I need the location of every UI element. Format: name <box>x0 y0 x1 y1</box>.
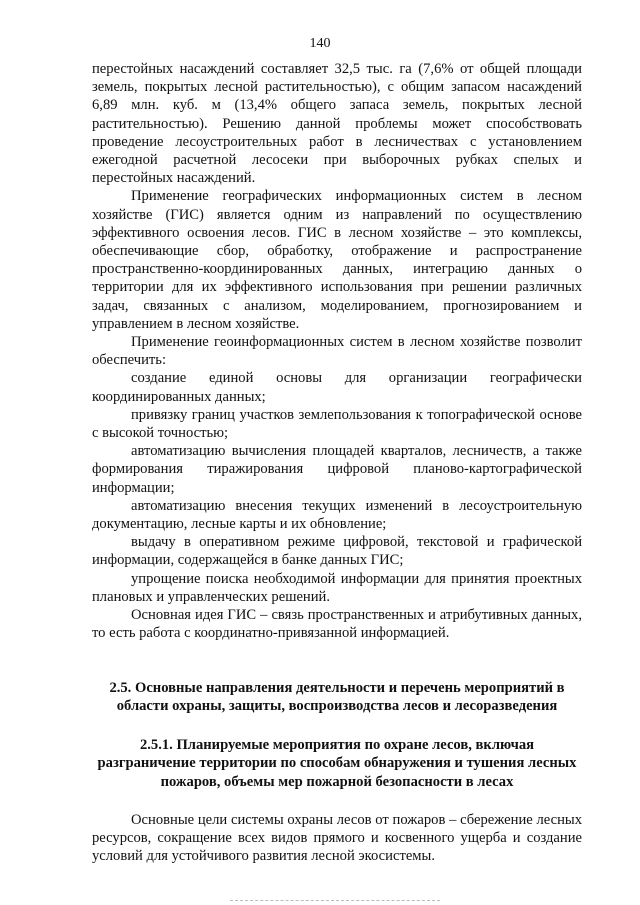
list-item: автоматизацию внесения текущих изменений в лесоустроительную документацию, лесные карты и их обновление; <box>92 497 582 533</box>
page-number: 140 <box>309 36 331 51</box>
paragraph-fire-protection-goals: Основные цели системы охраны лесов от пожаров – сбережение лесных ресурсов, сокращение всех видов прямого и косвенного ущерба и создание условий для устойчивого развития лесной экосистемы. <box>92 812 582 865</box>
list-item: привязку границ участков землепользования к топографической основе с высокой точностью; <box>92 406 582 442</box>
paragraph-gis-main-idea: Основная идея ГИС – связь пространственных и атрибутивных данных, то есть работа с координатно-привязанной информацией. <box>92 607 582 642</box>
paragraph-gis-benefits: Применение геоинформационных систем в лесном хозяйстве позволит обеспечить: <box>92 334 582 369</box>
list-item: создание единой основы для организации географически координированных данных; <box>92 370 582 405</box>
list-item: выдачу в оперативном режиме цифровой, текстовой и графической информации, содержащейся в банке данных ГИС; <box>92 534 582 569</box>
scan-artifact <box>230 900 440 903</box>
list-item: автоматизацию вычисления площадей кварталов, лесничеств, а также формирования тиражирования цифровой планово-картографической информации; <box>92 443 582 496</box>
section-heading-2-5-1: 2.5.1. Планируемые мероприятия по охране лесов, включая разграничение территории по способам обнаружения и тушения лесных пожаров, объемы мер пожарной безопасности в лесах <box>97 736 577 790</box>
paragraph-perestoinye: перестойных насаждений составляет 32,5 тыс. га (7,6% от общей площади земель, покрытых лесной растительностью), с общим запасом насаждений 6,89 млн. куб. м (13,4% общего запаса земель, покрытых лесной растительностью). Решению данной проблемы может способствовать проведение лесоустроительных работ в лесничествах с установлением ежегодной расчетной лесосеки при выборочных рубках спелых и перестойных насаждений. <box>92 61 582 187</box>
section-heading-2-5: 2.5. Основные направления деятельности и перечень мероприятий в области охраны, защиты, воспроизводства лесов и лесоразведения <box>109 679 565 714</box>
paragraph-gis-intro: Применение географических информационных систем в лесном хозяйстве (ГИС) является одним из направлений по осуществлению эффективного освоения лесов. ГИС в лесном хозяйстве – это комплексы, обеспечивающие сбор, обработку, отображение и распространение пространственно-координированных данных, интеграцию данных о территории для их эффективного использования при решении различных задач, связанных с анализом, моделированием, прогнозированием и управлением в лесном хозяйстве. <box>92 188 582 332</box>
document-body <box>92 60 582 866</box>
list-item: упрощение поиска необходимой информации для принятия проектных плановых и управленческих решений. <box>92 570 582 605</box>
